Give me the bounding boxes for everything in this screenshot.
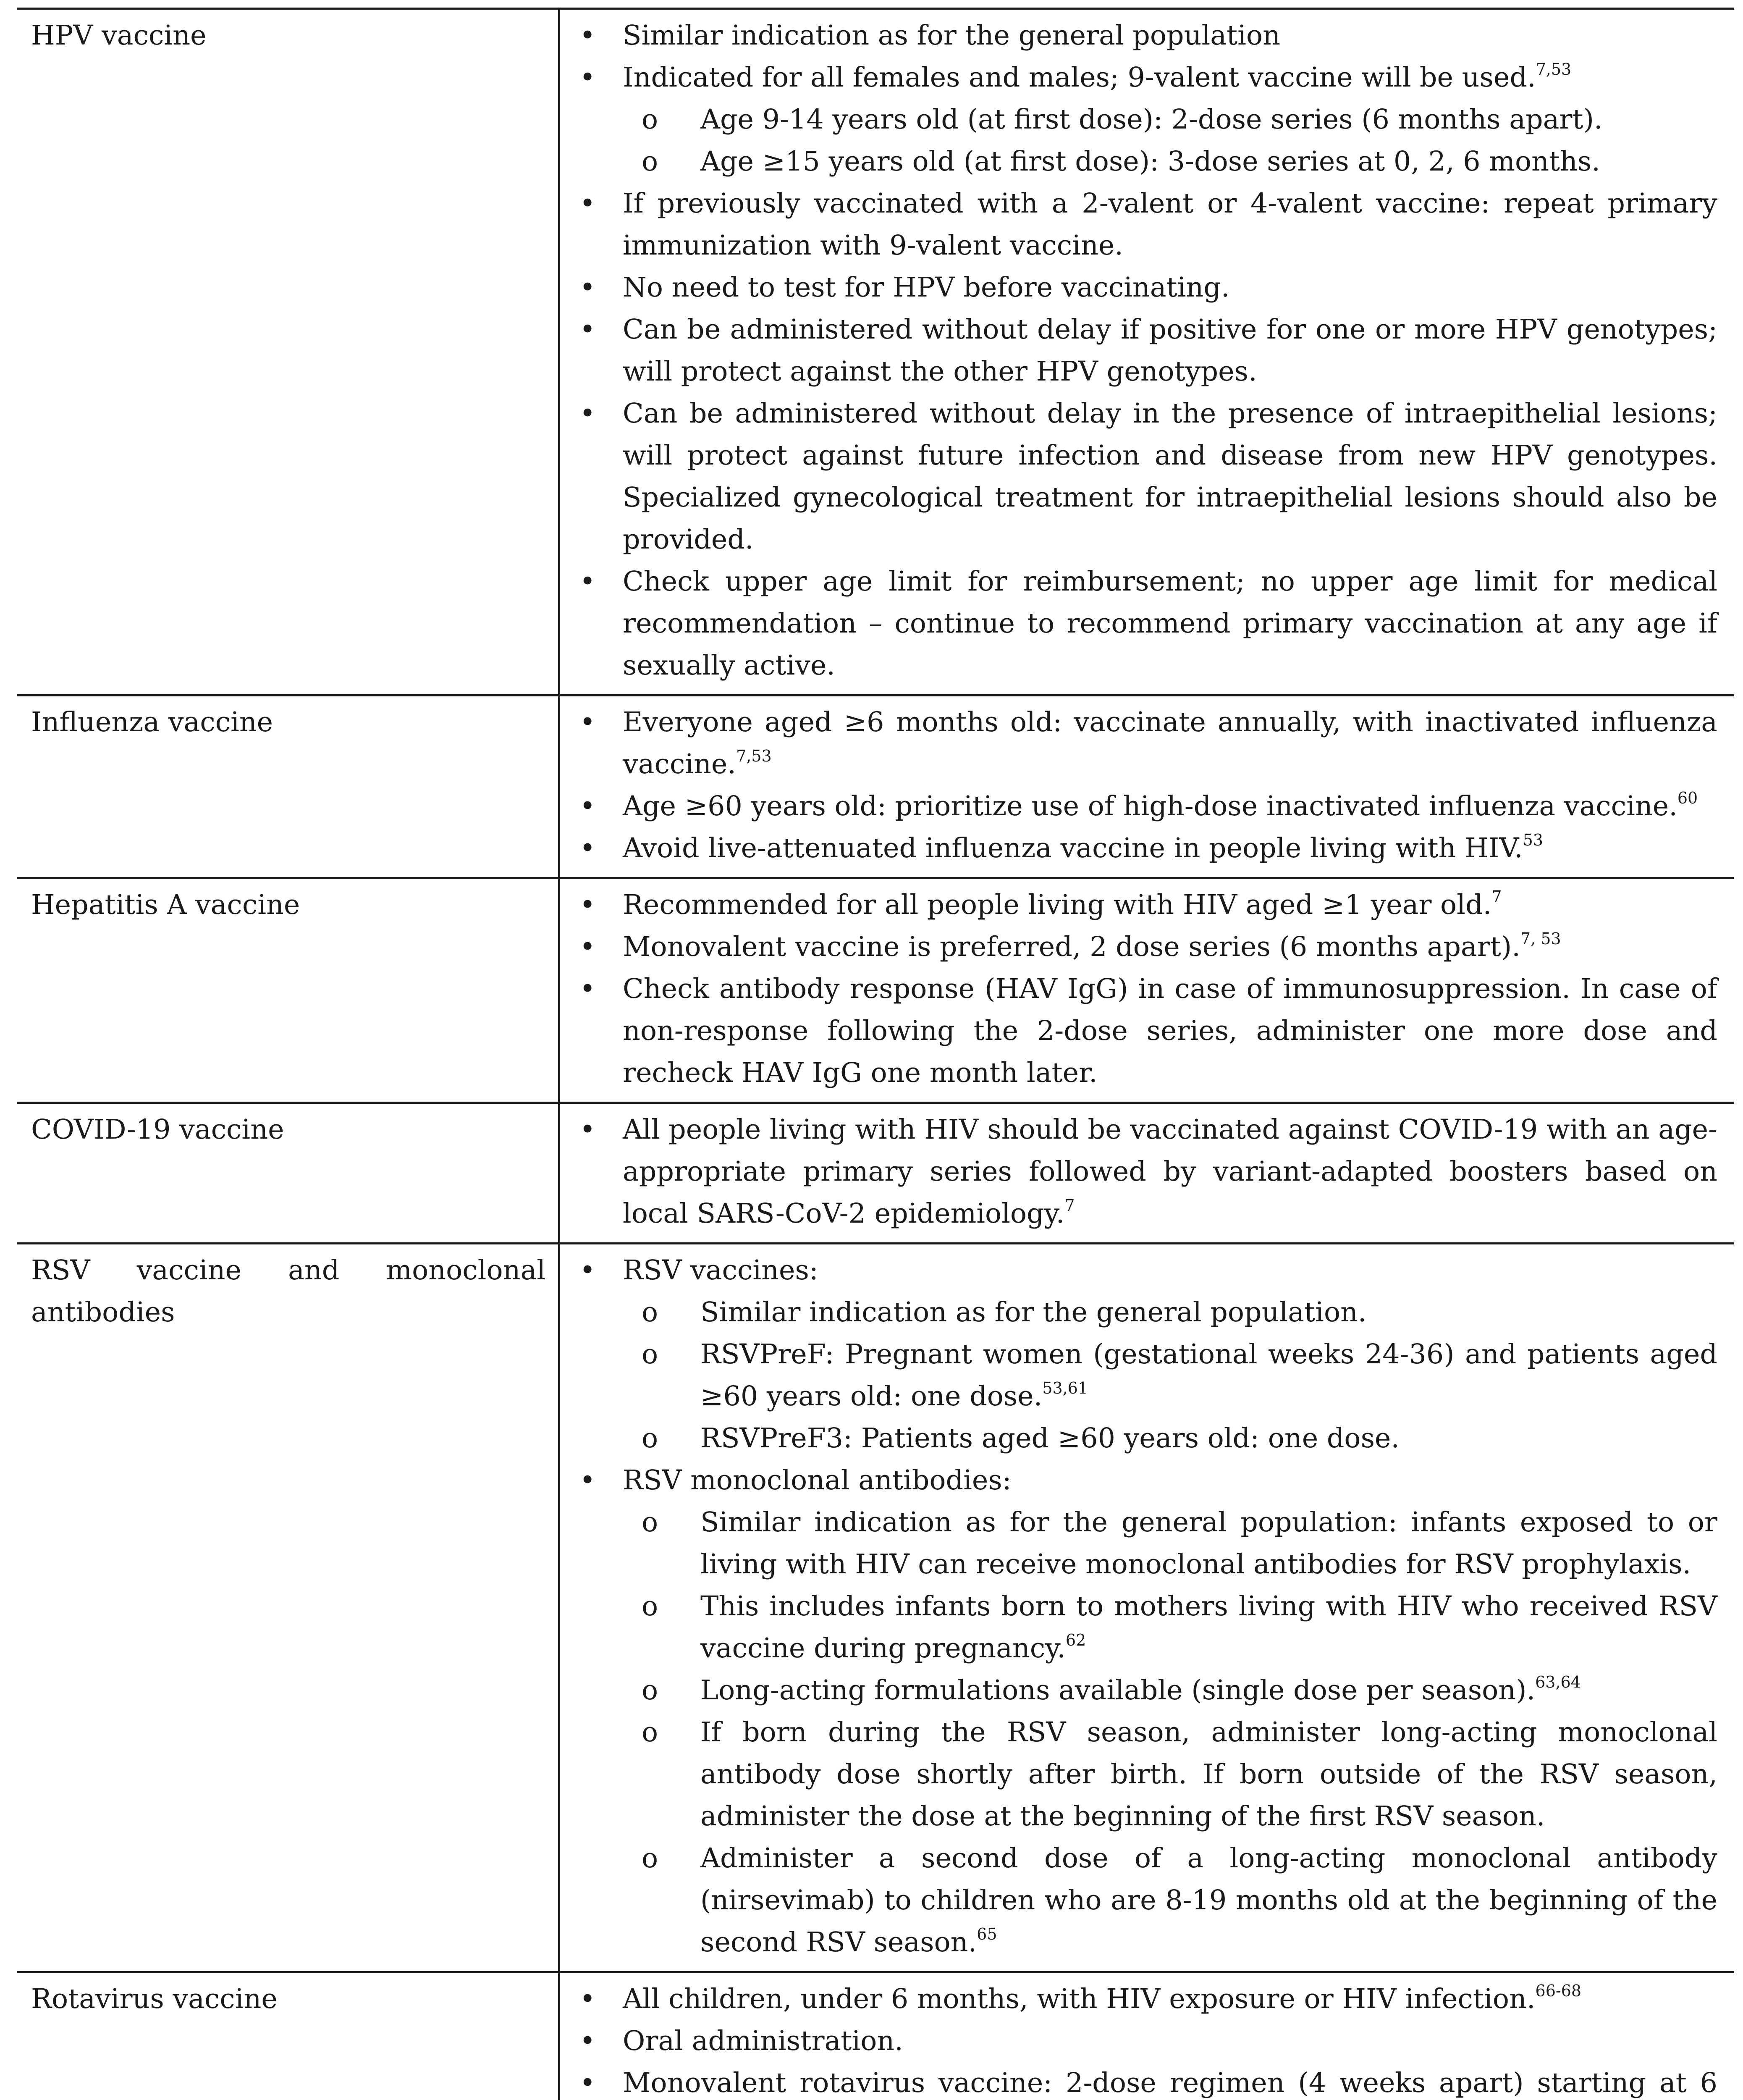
- bullet-item: [574, 827, 1717, 869]
- bullet-text: Similar indication as for the general population: [623, 20, 1280, 51]
- bullet-item: [574, 309, 1717, 393]
- bullet-text: Similar indication as for the general population.: [700, 1297, 1367, 1328]
- bullet-text: Indicated for all females and males; 9-valent vaccine will be used.: [623, 62, 1536, 93]
- bullet-item: [574, 2062, 1717, 2100]
- bullet-item: [574, 1250, 1717, 1292]
- bullet-text: Monovalent rotavirus vaccine: 2-dose regimen (4 weeks apart) starting at 6: [623, 2067, 1717, 2099]
- vaccine-recommendations: [559, 9, 1735, 696]
- bullet-item: [574, 1109, 1717, 1235]
- bullet-text: All people living with HIV should be vaccinated against COVID-19 with an age-appropriate primary series followed by variant-adapted boosters based on local SARS-CoV-2 epidemiology.: [623, 1114, 1717, 1229]
- bullet-item: [574, 15, 1717, 57]
- bullet-item: [574, 183, 1717, 267]
- bullet-text: Can be administered without delay if positive for one or more HPV genotypes; will protect against the other HPV genotypes.: [623, 314, 1717, 387]
- bullet-text: RSV monoclonal antibodies:: [623, 1465, 1012, 1496]
- bullet-text: All children, under 6 months, with HIV exposure or HIV infection.: [623, 1983, 1536, 2015]
- bullet-text: RSVPreF: Pregnant women (gestational weeks 24-36) and patients aged ≥60 years old: one dose.: [700, 1339, 1717, 1412]
- bullet-text: Oral administration.: [623, 2025, 903, 2057]
- vaccine-recommendations: [559, 1244, 1735, 1972]
- vaccine-recommendations: [559, 1972, 1735, 2100]
- bullet-text: Recommended for all people living with HIV aged ≥1 year old.: [623, 889, 1492, 921]
- sub-bullet-item: [574, 1418, 1717, 1460]
- vaccine-name: Influenza vaccine: [17, 696, 559, 878]
- vaccine-row: [17, 1972, 1734, 2100]
- bullet-text: Administer a second dose of a long-acting monoclonal antibody (nirsevimab) to children who are 8-19 months old at the beginning of the second RSV season.: [700, 1843, 1717, 1958]
- sub-bullet-item: [574, 1292, 1717, 1334]
- vaccine-recommendations: [559, 696, 1735, 878]
- vaccine-name: HPV vaccine: [17, 9, 559, 696]
- bullet-text: Monovalent vaccine is preferred, 2 dose series (6 months apart).: [623, 931, 1520, 963]
- reference-superscript: 7: [1491, 887, 1502, 906]
- bullet-item: [574, 926, 1717, 968]
- reference-superscript: 63,64: [1535, 1673, 1581, 1691]
- sub-bullet-item: [574, 1586, 1717, 1670]
- vaccine-recommendations: [559, 1103, 1735, 1244]
- bullet-item: [574, 1460, 1717, 1502]
- reference-superscript: 7,53: [736, 747, 772, 765]
- vaccine-table-body: [17, 9, 1734, 2100]
- bullet-text: RSV vaccines:: [623, 1255, 818, 1286]
- bullet-item: [574, 393, 1717, 561]
- vaccine-name: Hepatitis A vaccine: [17, 878, 559, 1103]
- bullet-text: Check upper age limit for reimbursement; no upper age limit for medical recommendation – continue to recommend primary vaccination at any age if sexually active.: [623, 566, 1717, 681]
- bullet-item: [574, 884, 1717, 926]
- reference-superscript: 53,61: [1042, 1379, 1088, 1397]
- sub-bullet-item: [574, 1838, 1717, 1964]
- bullet-item: [574, 1978, 1717, 2020]
- bullet-text: Age ≥15 years old (at first dose): 3-dose series at 0, 2, 6 months.: [700, 146, 1600, 177]
- bullet-text: Age 9-14 years old (at first dose): 2-dose series (6 months apart).: [700, 104, 1603, 135]
- bullet-text: Long-acting formulations available (single dose per season).: [700, 1675, 1536, 1706]
- vaccine-table: [17, 8, 1734, 2100]
- vaccine-row: [17, 9, 1734, 696]
- vaccine-row: [17, 1244, 1734, 1972]
- sub-bullet-item: [574, 1502, 1717, 1586]
- bullet-text: This includes infants born to mothers living with HIV who received RSV vaccine during pregnancy.: [700, 1591, 1717, 1664]
- bullet-item: [574, 2020, 1717, 2062]
- reference-superscript: 66-68: [1535, 1982, 1582, 2000]
- bullet-text: Everyone aged ≥6 months old: vaccinate annually, with inactivated influenza vaccine.: [623, 706, 1717, 780]
- vaccine-name: COVID-19 vaccine: [17, 1103, 559, 1244]
- bullet-item: [574, 561, 1717, 687]
- vaccine-row: [17, 1103, 1734, 1244]
- bullet-text: Similar indication as for the general population: infants exposed to or living with HIV can receive monoclonal antibodies for RSV prophylaxis.: [700, 1507, 1717, 1580]
- bullet-item: [574, 968, 1717, 1094]
- bullet-text: If born during the RSV season, administer long-acting monoclonal antibody dose shortly after birth. If born outside of the RSV season, administer the dose at the beginning of the first RSV season.: [700, 1717, 1717, 1832]
- reference-superscript: 7, 53: [1520, 929, 1561, 948]
- sub-bullet-item: [574, 1712, 1717, 1838]
- sub-bullet-item: [574, 141, 1717, 183]
- bullet-text: Avoid live-attenuated influenza vaccine in people living with HIV.: [623, 832, 1523, 864]
- reference-superscript: 7,53: [1536, 60, 1572, 79]
- reference-superscript: 7: [1064, 1196, 1075, 1215]
- bullet-text: Can be administered without delay in the presence of intraepithelial lesions; will protect against future infection and disease from new HPV genotypes. Specialized gynecological treatment for intraepithelial lesions should also be provided.: [623, 398, 1717, 555]
- reference-superscript: 60: [1677, 789, 1698, 807]
- reference-superscript: 62: [1065, 1631, 1086, 1649]
- vaccine-name: RSV vaccine and monoclonal antibodies: [17, 1244, 559, 1972]
- bullet-text: RSVPreF3: Patients aged ≥60 years old: one dose.: [700, 1423, 1400, 1454]
- bullet-text: No need to test for HPV before vaccinating.: [623, 272, 1230, 303]
- sub-bullet-item: [574, 99, 1717, 141]
- vaccine-recommendations: [559, 878, 1735, 1103]
- reference-superscript: 53: [1523, 831, 1543, 849]
- bullet-item: [574, 57, 1717, 99]
- bullet-text: Check antibody response (HAV IgG) in case of immunosuppression. In case of non-response following the 2-dose series, administer one more dose and recheck HAV IgG one month later.: [623, 973, 1717, 1089]
- bullet-item: [574, 267, 1717, 309]
- sub-bullet-item: [574, 1670, 1717, 1712]
- bullet-item: [574, 785, 1717, 827]
- vaccine-row: [17, 696, 1734, 878]
- reference-superscript: 65: [977, 1925, 997, 1943]
- vaccine-row: [17, 878, 1734, 1103]
- bullet-item: [574, 701, 1717, 785]
- bullet-text: Age ≥60 years old: prioritize use of high-dose inactivated influenza vaccine.: [623, 790, 1677, 822]
- vaccine-name: Rotavirus vaccine: [17, 1972, 559, 2100]
- bullet-text: If previously vaccinated with a 2-valent or 4-valent vaccine: repeat primary immunization with 9-valent vaccine.: [623, 188, 1717, 261]
- sub-bullet-item: [574, 1334, 1717, 1418]
